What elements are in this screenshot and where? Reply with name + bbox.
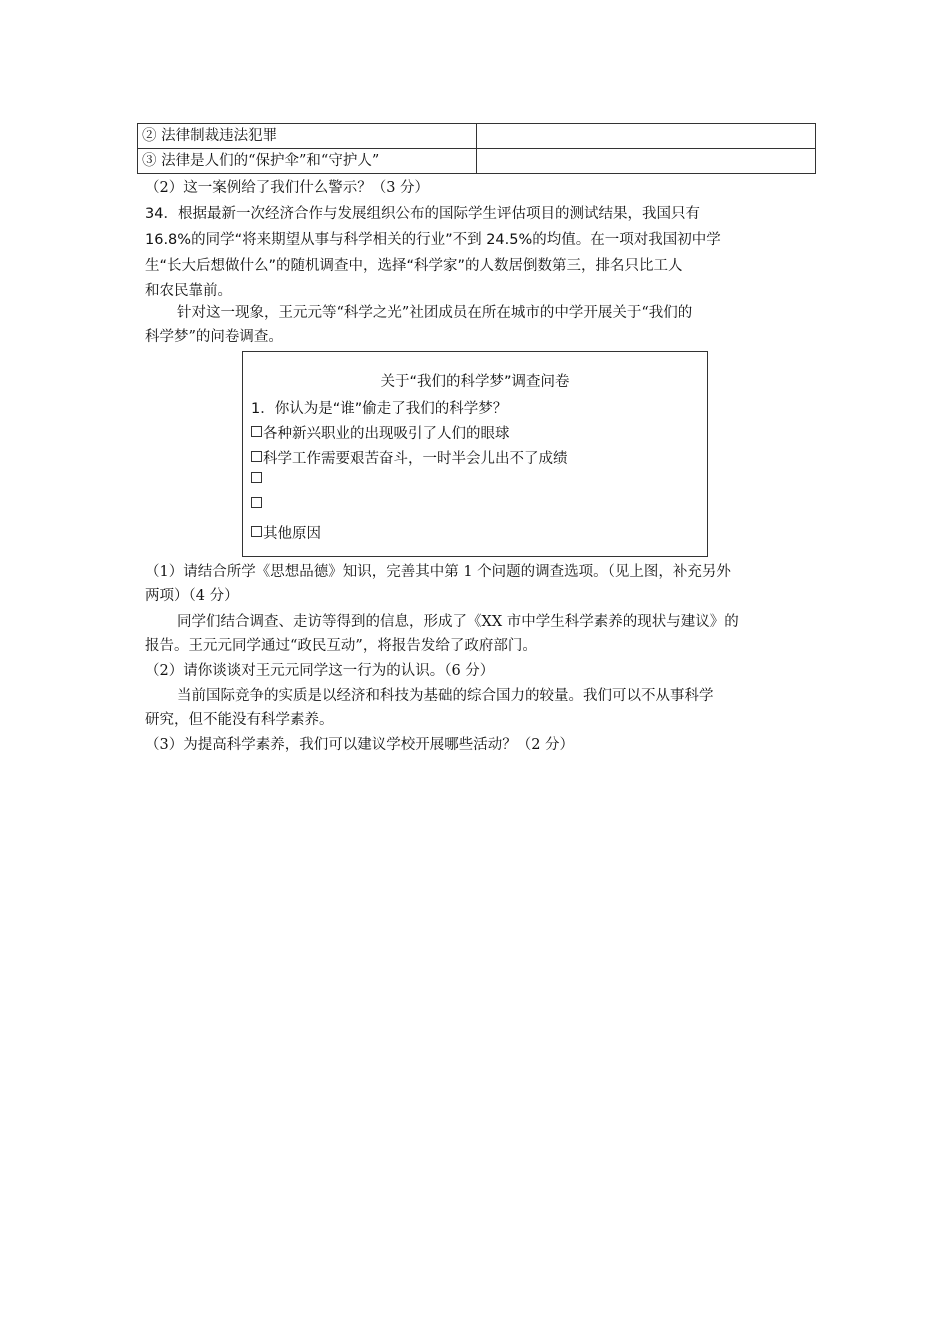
paragraph-line: 科学梦”的问卷调查。 bbox=[145, 329, 283, 345]
checkbox-icon[interactable] bbox=[251, 526, 262, 537]
checkbox-icon[interactable] bbox=[251, 472, 262, 483]
sub-question-3: （3）为提高科学素养，我们可以建议学校开展哪些活动？（2 分） bbox=[145, 737, 575, 753]
table-cell: ② 法律制裁违法犯罪 bbox=[138, 124, 477, 149]
table-row bbox=[138, 124, 816, 149]
q34-intro-line-1: 34．根据最新一次经济合作与发展组织公布的国际学生评估项目的测试结果，我国只有 bbox=[145, 206, 700, 222]
survey-option bbox=[251, 447, 568, 468]
q34-intro-line-2: 16.8%的同学“将来期望从事与科学相关的行业”不到 24.5%的均值。在一项对我国初中学 bbox=[145, 232, 721, 248]
survey-question: 1．你认为是“谁”偷走了我们的科学梦？ bbox=[251, 401, 508, 417]
survey-option bbox=[251, 497, 263, 513]
q34-intro-line-3: 生“长大后想做什么”的随机调查中，选择“科学家”的人数居倒数第三，排名只比工人 bbox=[145, 258, 683, 274]
survey-option-label: 各种新兴职业的出现吸引了人们的眼球 bbox=[263, 426, 510, 442]
survey-option-label: 其他原因 bbox=[263, 526, 321, 542]
sub-question-2: （2）请你谈谈对王元元同学这一行为的认识。（6 分） bbox=[145, 663, 495, 679]
table-row bbox=[138, 149, 816, 174]
q34-intro-line-4: 和农民靠前。 bbox=[145, 283, 232, 299]
table-cell-blank bbox=[477, 124, 816, 149]
sub-question-1-line-2: 两项）（4 分） bbox=[145, 588, 239, 604]
survey-option bbox=[251, 522, 321, 543]
checkbox-icon[interactable] bbox=[251, 451, 262, 462]
survey-title: 关于“我们的科学梦”调查问卷 bbox=[380, 374, 570, 390]
checkbox-icon[interactable] bbox=[251, 426, 262, 437]
paragraph-line: 研究，但不能没有科学素养。 bbox=[145, 712, 334, 728]
paragraph-line: 报告。王元元同学通过“政民互动”，将报告发给了政府部门。 bbox=[145, 638, 537, 654]
paragraph-line: 当前国际竞争的实质是以经济和科技为基础的综合国力的较量。我们可以不从事科学 bbox=[177, 688, 714, 704]
sub-question-1-line-1: （1）请结合所学《思想品德》知识，完善其中第 1 个问题的调查选项。（见上图，补充另外 bbox=[145, 564, 731, 580]
survey-option bbox=[251, 422, 510, 443]
table-cell: ③ 法律是人们的“保护伞”和“守护人” bbox=[138, 149, 477, 174]
checkbox-icon[interactable] bbox=[251, 497, 262, 508]
paragraph-line: 针对这一现象，王元元等“科学之光”社团成员在所在城市的中学开展关于“我们的 bbox=[177, 305, 693, 321]
survey-box bbox=[242, 351, 708, 557]
survey-option bbox=[251, 472, 263, 488]
question-33-2: （2）这一案例给了我们什么警示？（3 分） bbox=[145, 180, 430, 196]
answer-table bbox=[137, 123, 816, 174]
survey-option-label: 科学工作需要艰苦奋斗，一时半会儿出不了成绩 bbox=[263, 451, 568, 467]
paragraph-line: 同学们结合调查、走访等得到的信息，形成了《XX 市中学生科学素养的现状与建议》的 bbox=[177, 614, 739, 630]
table-cell-blank bbox=[477, 149, 816, 174]
